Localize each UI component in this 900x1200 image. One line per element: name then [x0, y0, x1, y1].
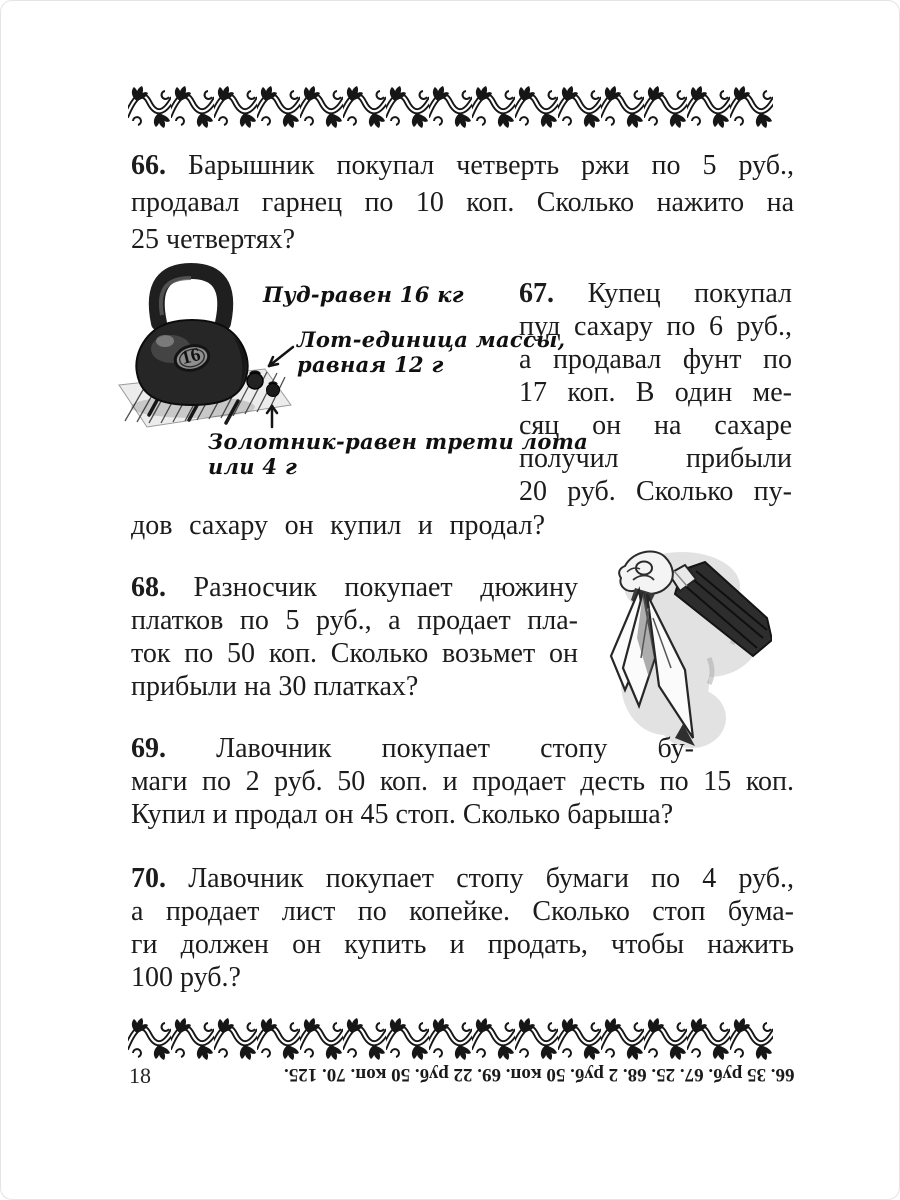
annotation-pud: Пуд-равен 16 кг	[263, 282, 464, 307]
problem-line: пуд сахару по 6 руб.,	[519, 311, 792, 342]
vine-ornament-icon	[601, 85, 644, 129]
vine-ornament-icon	[644, 85, 687, 129]
vine-ornament-icon	[257, 85, 300, 129]
problem-line: 20 руб. Сколько пу-	[519, 476, 792, 507]
problem-line: а продает лист по копейке. Сколько стоп бума-	[131, 896, 794, 927]
vine-ornament-icon	[687, 1017, 730, 1061]
problem-70	[131, 862, 794, 994]
vine-ornament-icon	[343, 85, 386, 129]
problem-67-continuation: дов сахару он купил и продал?	[131, 510, 545, 541]
vine-ornament-icon	[386, 1017, 429, 1061]
problem-69	[131, 732, 794, 831]
vine-ornament-icon	[386, 85, 429, 129]
vine-ornament-icon	[472, 85, 515, 129]
problem-line: а продавал фунт по	[519, 344, 792, 375]
problem-line: 25 четвертях?	[131, 224, 296, 255]
page-number: 18	[129, 1063, 151, 1088]
annotation-zolotnik-line2: или 4 г	[208, 454, 298, 479]
problem-line: 100 руб.?	[131, 962, 241, 993]
vine-ornament-icon	[730, 85, 773, 129]
problem-number: 70.	[131, 863, 166, 894]
problem-number: 66.	[131, 150, 166, 181]
vine-ornament-icon	[429, 85, 472, 129]
vine-ornament-icon	[472, 1017, 515, 1061]
problem-number: 68.	[131, 572, 166, 603]
problem-line: платков по 5 руб., а продает пла-	[131, 605, 578, 636]
vine-ornament-icon	[515, 85, 558, 129]
annotation-lot-line2: равная 12 г	[297, 352, 444, 377]
problem-line: 66. Барышник покупал четверть ржи по 5 руб.,	[131, 150, 794, 181]
hand-handkerchief-illustration	[597, 538, 772, 763]
problem-line: маги по 2 руб. 50 коп. и продает десть по 15 коп.	[131, 766, 794, 797]
vine-ornament-icon	[644, 1017, 687, 1061]
vine-ornament-icon	[300, 1017, 343, 1061]
problem-line: Купил и продал он 45 стоп. Сколько барыша?	[131, 799, 674, 830]
problem-number: 67.	[519, 278, 554, 309]
problem-line: получил прибыли	[519, 443, 792, 474]
problem-line: ток по 50 коп. Сколько возьмет он	[131, 638, 578, 669]
vine-ornament-icon	[515, 1017, 558, 1061]
vine-ornament-icon	[214, 1017, 257, 1061]
hand-holding-handkerchief-icon	[597, 538, 772, 763]
problem-line: прибыли на 30 платках?	[131, 671, 419, 702]
problem-line: 17 коп. В один ме-	[519, 377, 792, 408]
vine-ornament-icon	[343, 1017, 386, 1061]
vine-ornament-icon	[128, 85, 171, 129]
problem-67	[519, 277, 792, 508]
answers-upside-down: 66. 35 руб. 67. 25. 68. 2 руб. 50 коп. 69. 22 руб. 50 коп. 70. 125.	[283, 1064, 794, 1085]
problem-line: 70. Лавочник покупает стопу бумаги по 4 руб.,	[131, 863, 794, 894]
problem-line: 68. Разносчик покупает дюжину	[131, 572, 578, 603]
vine-ornament-icon	[257, 1017, 300, 1061]
vine-ornament-icon	[601, 1017, 644, 1061]
vine-ornament-icon	[429, 1017, 472, 1061]
vine-ornament-icon	[214, 85, 257, 129]
vine-ornament-icon	[128, 1017, 171, 1061]
vine-ornament-icon	[171, 1017, 214, 1061]
problem-line: 67. Купец покупал	[519, 278, 792, 309]
kettlebell-weight-label: 16	[179, 344, 203, 370]
problem-66	[131, 147, 794, 258]
problem-line: сяц он на сахаре	[519, 410, 792, 441]
vine-ornament-icon	[730, 1017, 773, 1061]
vine-ornament-icon	[558, 85, 601, 129]
problem-line: продавал гарнец по 10 коп. Сколько нажито на	[131, 187, 794, 218]
problem-line: ги должен он купить и продать, чтобы нажить	[131, 929, 794, 960]
problem-line: 69. Лавочник покупает стопу бу-	[131, 733, 694, 764]
vine-ornament-icon	[687, 85, 730, 129]
vine-ornament-icon	[558, 1017, 601, 1061]
ornament-border-bottom	[128, 1017, 778, 1061]
vine-ornament-icon	[300, 85, 343, 129]
vine-ornament-icon	[171, 85, 214, 129]
problem-number: 69.	[131, 733, 166, 764]
ornament-border-top	[128, 85, 778, 129]
annotation-zolotnik-line1: Золотник-равен трети лота	[208, 429, 589, 454]
problem-68	[131, 571, 578, 703]
annotation-lot-line1: Лот-единица массы,	[297, 327, 566, 352]
